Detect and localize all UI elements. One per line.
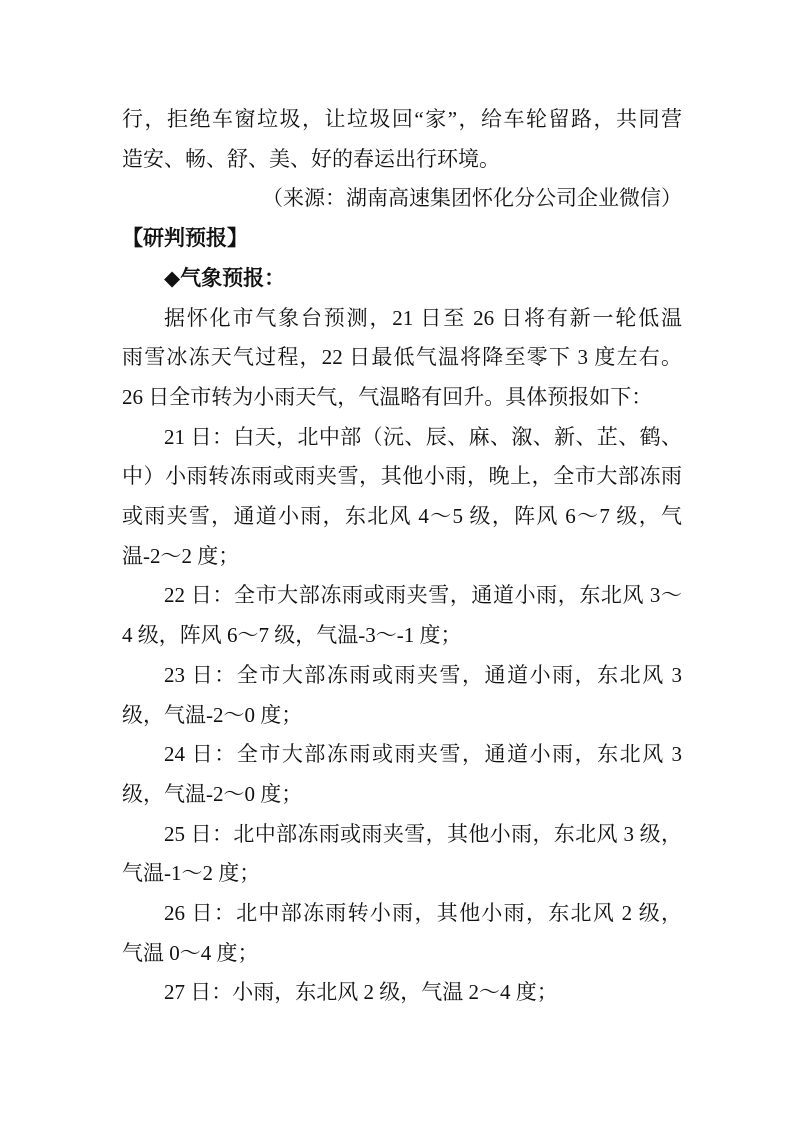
text-line: 26 日全市转为小雨天气，气温略有回升。具体预报如下： (122, 384, 653, 409)
text-line: 气温-1～2 度； (122, 861, 261, 886)
text-line: 25 日：北中部冻雨或雨夹雪，其他小雨，东北风 3 级， (164, 821, 682, 846)
text-line: 23 日：全市大部冻雨或雨夹雪，通道小雨，东北风 3 (164, 662, 682, 687)
text-line: 气温 0～4 度； (122, 940, 259, 965)
text-line: 温-2～2 度； (122, 543, 240, 568)
text-line: 4 级，阵风 6～7 级，气温-3～-1 度； (122, 623, 462, 648)
source-attribution: （来源：湖南高速集团怀化分公司企业微信） (262, 186, 682, 211)
section-heading: 【研判预报】 (122, 226, 248, 251)
text-line: 或雨夹雪，通道小雨，东北风 4～5 级，阵风 6～7 级，气 (122, 504, 682, 529)
text-line: 27 日：小雨，东北风 2 级，气温 2～4 度； (164, 980, 558, 1005)
text-line: 22 日：全市大部冻雨或雨夹雪，通道小雨，东北风 3～ (164, 583, 682, 608)
text-line: 级，气温-2～0 度； (122, 781, 303, 806)
subsection-heading: ◆气象预报： (164, 265, 286, 290)
text-line: 造安、畅、舒、美、好的春运出行环境。 (122, 146, 500, 171)
text-line: 雨雪冰冻天气过程，22 日最低气温将降至零下 3 度左右。 (122, 345, 682, 370)
text-line: 据怀化市气象台预测，21 日至 26 日将有新一轮低温 (164, 305, 682, 330)
text-line: 21 日：白天，北中部（沅、辰、麻、溆、新、芷、鹤、 (164, 424, 682, 449)
text-line: 行，拒绝车窗垃圾，让垃圾回“家”，给车轮留路，共同营 (122, 107, 682, 131)
text-line: 级，气温-2～0 度； (122, 702, 303, 727)
text-line: 24 日：全市大部冻雨或雨夹雪，通道小雨，东北风 3 (164, 742, 682, 767)
document-content (122, 100, 682, 1013)
text-line: 中）小雨转冻雨或雨夹雪，其他小雨，晚上，全市大部冻雨 (122, 464, 682, 489)
text-line: 26 日：北中部冻雨转小雨，其他小雨，东北风 2 级， (164, 901, 682, 926)
